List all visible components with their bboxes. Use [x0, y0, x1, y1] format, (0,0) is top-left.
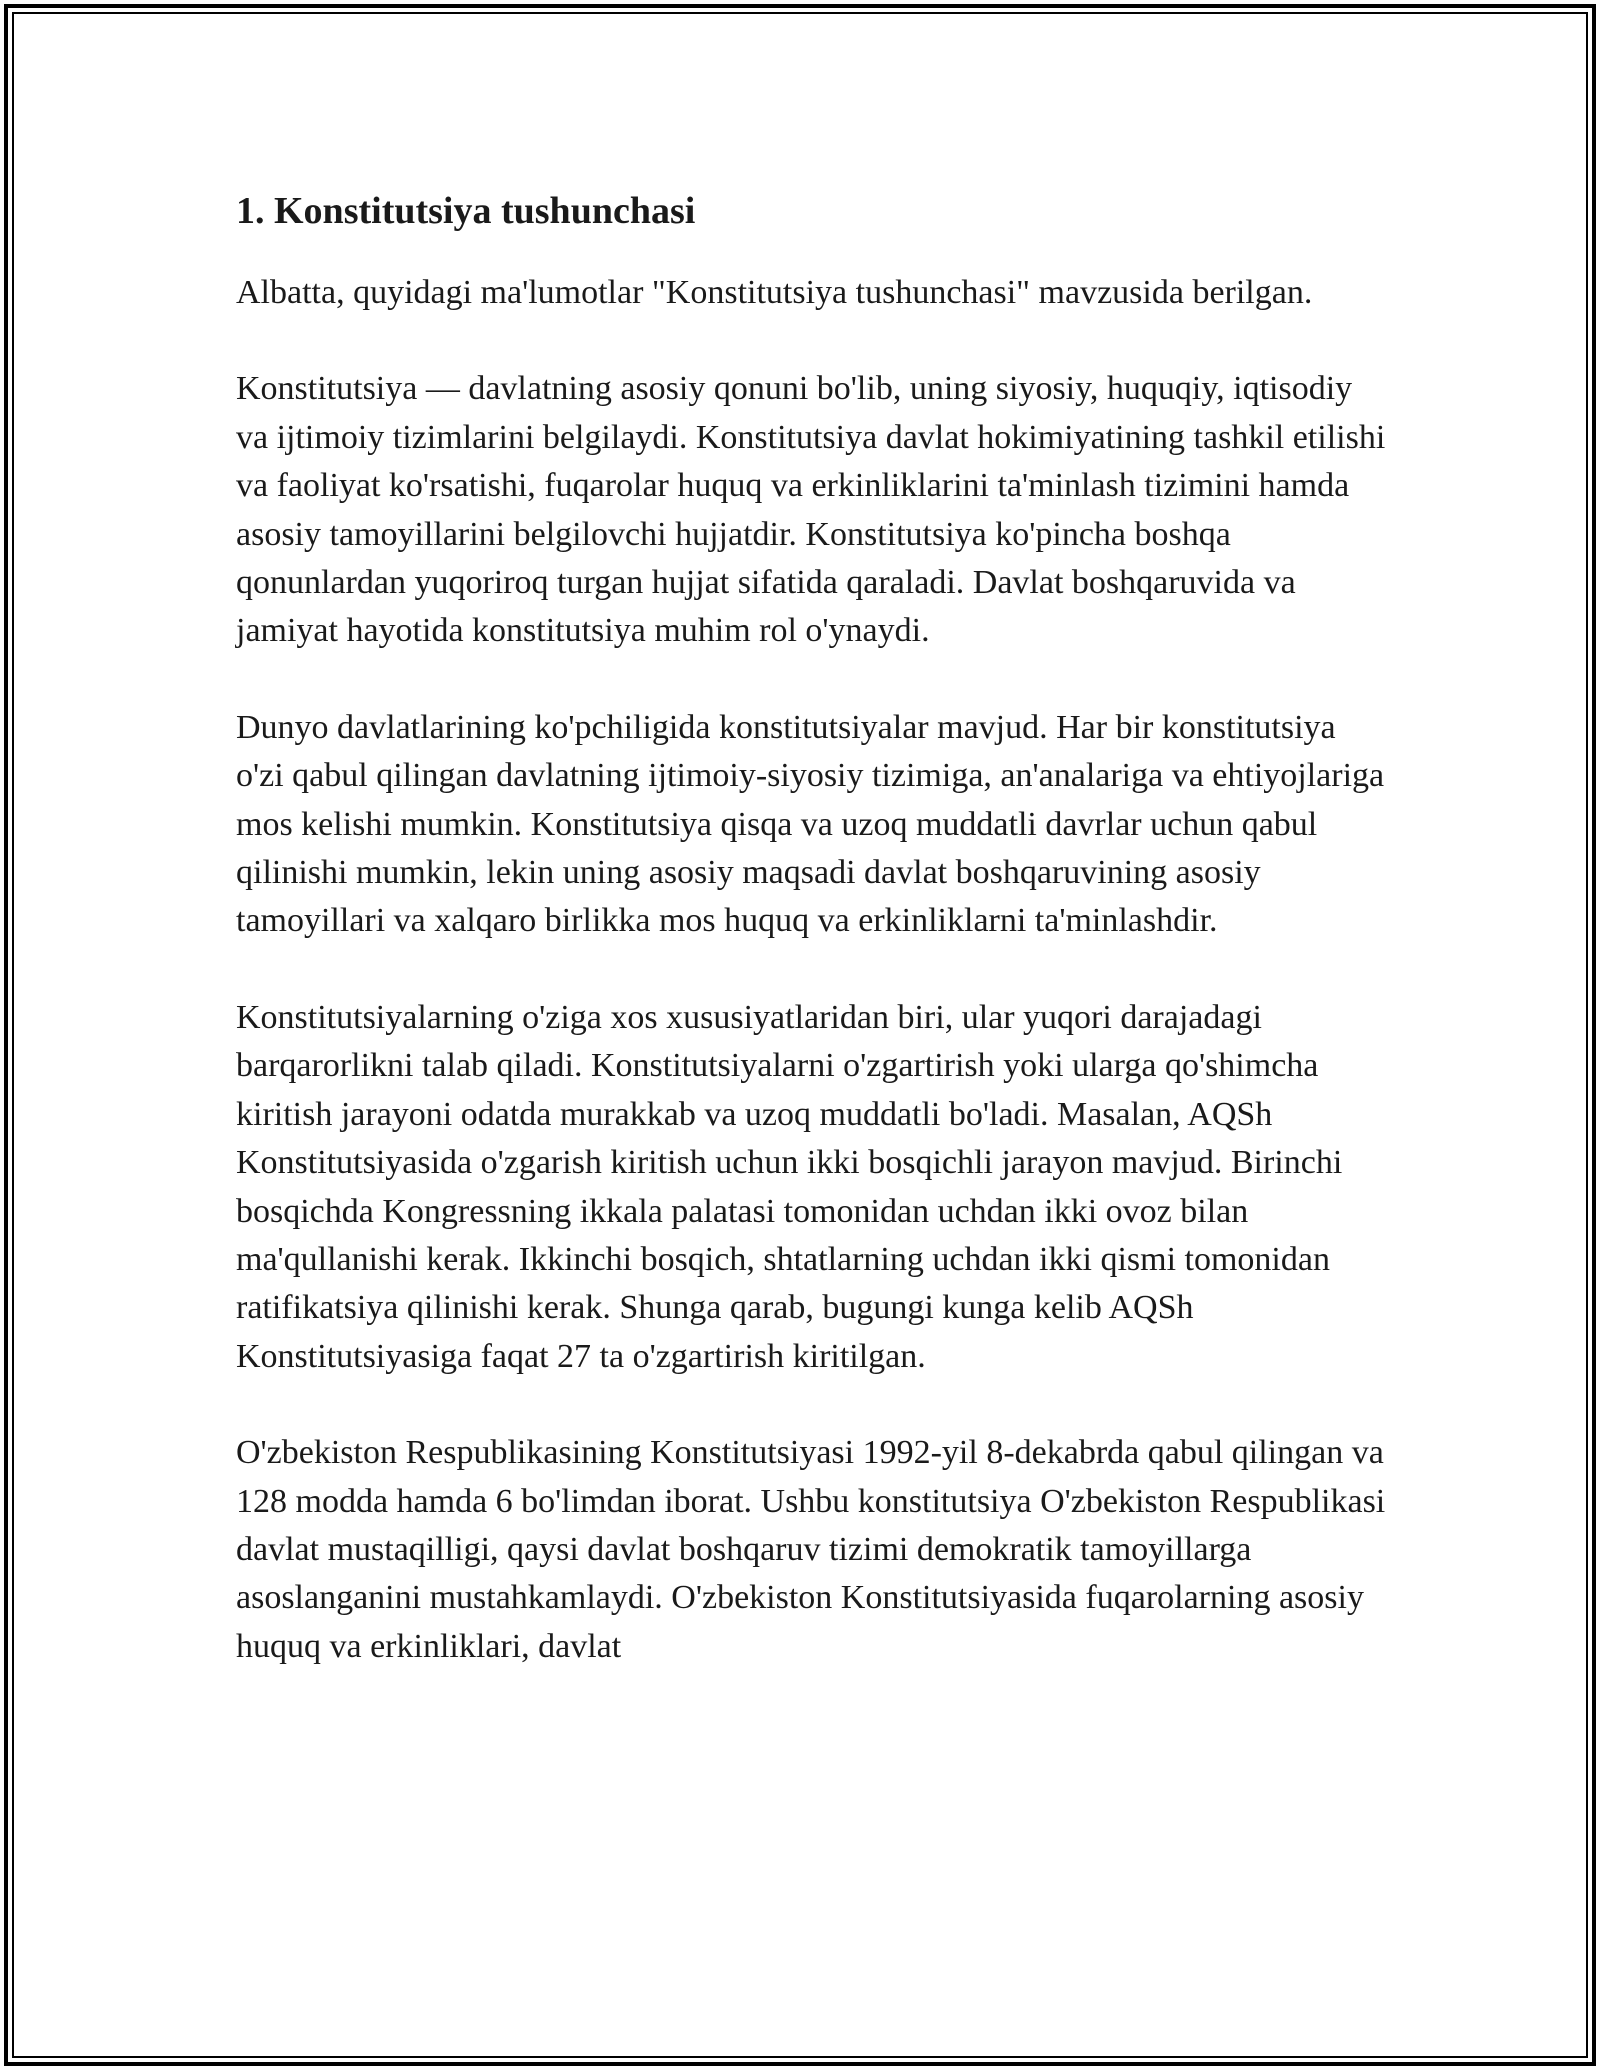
paragraph-stability: Konstitutsiyalarning o'ziga xos xususiyatlaridan biri, ular yuqori darajadagi barqarorlikni talab qiladi. Konstitutsiyalarni o'zgartirish yoki ularga qo'shimcha kiritish jarayoni odatda murakkab va uzoq muddatli bo'ladi. Masalan, AQSh Konstitutsiyasida o'zgarish kiritish uchun ikki bosqichli jarayon mavjud. Birinchi bosqichda Kongressning ikkala palatasi tomonidan uchdan ikki ovoz bilan ma'qullanishi kerak. Ikkinchi bosqich, shtatlarning uchdan ikki qismi tomonidan ratifikatsiya qilinishi kerak. Shunga qarab, bugungi kunga kelib AQSh Konstitutsiyasiga faqat 27 ta o'zgartirish kiritilgan.	[236, 998, 1343, 1375]
document-body	[236, 185, 1386, 1719]
section-heading: 1. Konstitutsiya tushunchasi	[236, 190, 696, 232]
paragraph-intro: Albatta, quyidagi ma'lumotlar "Konstitutsiya tushunchasi" mavzusida berilgan.	[236, 274, 1313, 311]
paragraph-world-constitutions: Dunyo davlatlarining ko'pchiligida konstitutsiyalar mavjud. Har bir konstitutsiya o'zi qabul qilingan davlatning ijtimoiy-siyosiy tizimiga, an'analariga va ehtiyojlariga mos kelishi mumkin. Konstitutsiya qisqa va uzoq muddatli davrlar uchun qabul qilinishi mumkin, lekin uning asosiy maqsadi davlat boshqaruvining asosiy tamoyillari va xalqaro birlikka mos huquq va erkinliklarni ta'minlashdir.	[236, 708, 1385, 940]
paragraph-uzbekistan: O'zbekiston Respublikasining Konstitutsiyasi 1992-yil 8-dekabrda qabul qilingan va 128 modda hamda 6 bo'limdan iborat. Ushbu konstitutsiya O'zbekiston Respublikasi davlat mustaqilligi, qaysi davlat boshqaruv tizimi demokratik tamoyillarga asoslanganini mustahkamlaydi. O'zbekiston Konstitutsiyasida fuqarolarning asosiy huquq va erkinliklari, davlat	[236, 1434, 1386, 1665]
paragraph-definition: Konstitutsiya — davlatning asosiy qonuni bo'lib, uning siyosiy, huquqiy, iqtisodiy va ijtimoiy tizimlarini belgilaydi. Konstitutsiya davlat hokimiyatining tashkil etilishi va faoliyat ko'rsatishi, fuqarolar huquq va erkinliklarini ta'minlash tizimini hamda asosiy tamoyillarini belgilovchi hujjatdir. Konstitutsiya ko'pincha boshqa qonunlardan yuqoriroq turgan hujjat sifatida qaraladi. Davlat boshqaruvida va jamiyat hayotida konstitutsiya muhim rol o'ynaydi.	[236, 370, 1386, 650]
